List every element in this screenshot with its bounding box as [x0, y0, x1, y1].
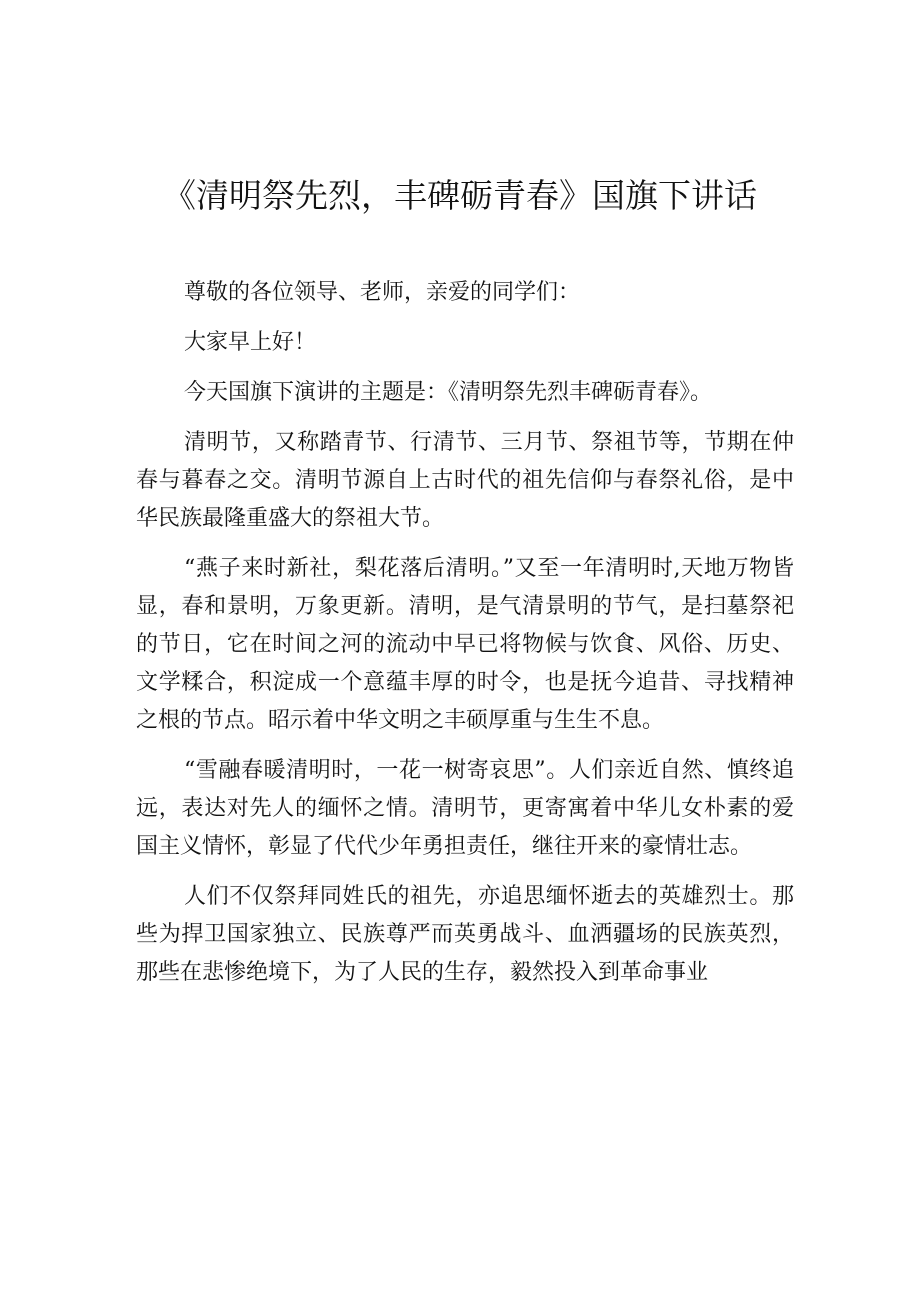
- paragraph-greeting: 尊敬的各位领导、老师，亲爱的同学们：: [184, 280, 581, 305]
- paragraph-good-morning: 大家早上好！: [184, 330, 317, 355]
- paragraph-heroes: 人们不仅祭拜同姓氏的祖先，亦追思缅怀逝去的英雄烈士。那些为捍卫国家独立、民族尊严而英勇战斗、血洒疆场的民族英烈，那些在悲惨绝境下，为了人民的生存，毅然投入到革命事业: [136, 884, 794, 985]
- paragraph-theme: 今天国旗下演讲的主题是：《清明祭先烈丰碑砺青春》。: [184, 380, 713, 405]
- paragraph-swallow-poem: “燕子来时新社，梨花落后清明。”又至一年清明时,天地万物皆显，春和景明，万象更新。清明，是气清景明的节气，是扫墓祭祀的节日，它在时间之河的流动中早已将物候与饮食、风俗、历史、文学糅合，积淀成一个意蕴丰厚的时令，也是抚今追昔、寻找精神之根的节点。昭示着中华文明之丰硕厚重与生生不息。: [136, 556, 794, 733]
- paragraph-snow-poem: “雪融春暖清明时，一花一树寄哀思”。人们亲近自然、慎终追远，表达对先人的缅怀之情。清明节，更寄寓着中华儿女朴素的爱国主义情怀，彰显了代代少年勇担责任，继往开来的豪情壮志。: [136, 758, 794, 859]
- document-body: [136, 274, 794, 1004]
- paragraph-qingming-intro: 清明节，又称踏青节、行清节、三月节、祭祖节等，节期在仲春与暮春之交。清明节源自上古时代的祖先信仰与春祭礼俗，是中华民族最隆重盛大的祭祖大节。: [136, 430, 794, 531]
- document-title: 《清明祭先烈，丰碑砺青春》国旗下讲话: [163, 176, 757, 215]
